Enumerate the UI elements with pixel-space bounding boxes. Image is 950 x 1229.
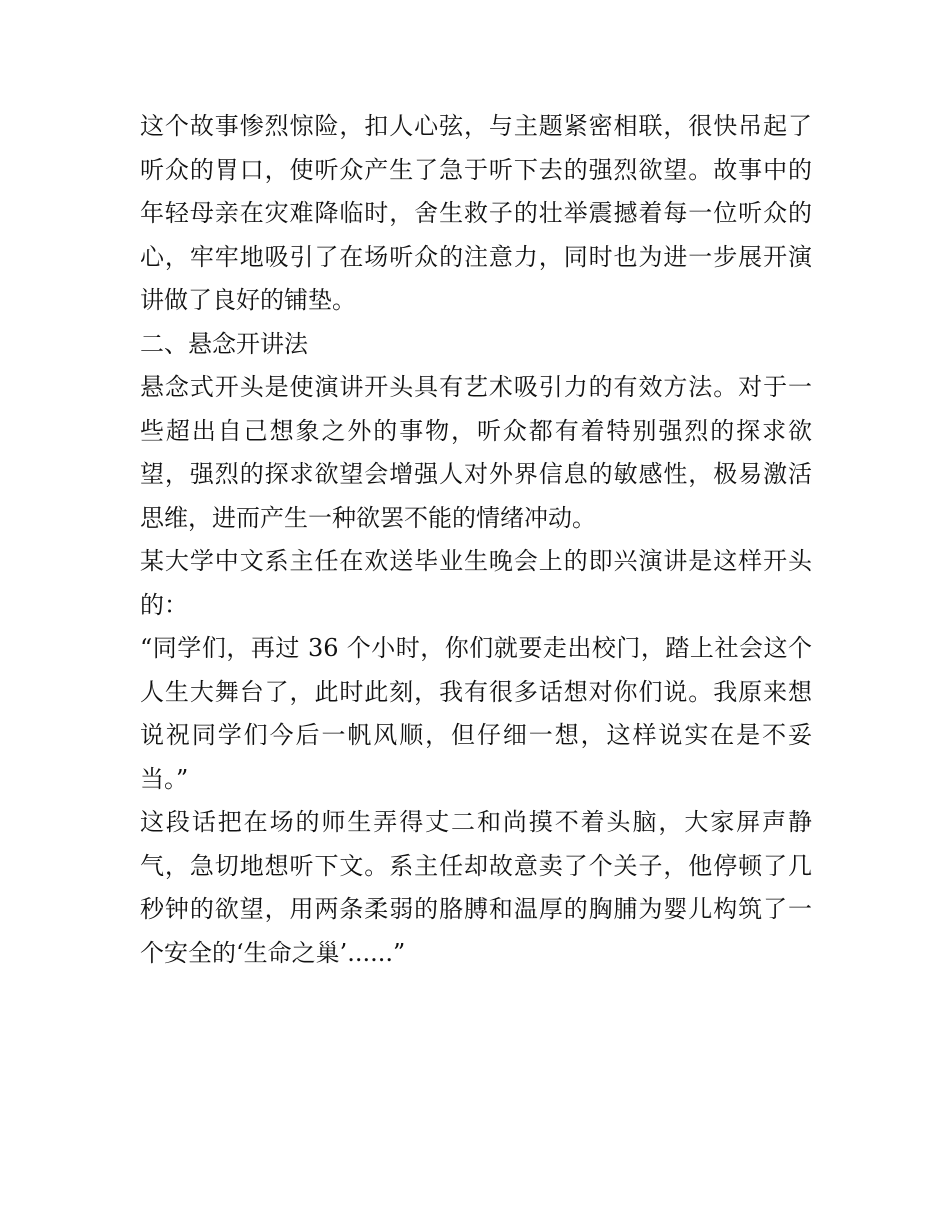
text-line: 思维，进而产生一种欲罢不能的情绪冲动。 [140, 503, 596, 532]
text-line: 的： [140, 590, 188, 619]
text-line: 某大学中文系主任在欢送毕业生晚会上的即兴演讲是这样开头 [140, 547, 812, 575]
quote-line: 人生大舞台了，此时此刻，我有很多话想对你们说。我原来想 [140, 677, 812, 706]
text-line: 望，强烈的探求欲望会增强人对外界信息的敏感性，极易激活 [140, 460, 812, 488]
text-line: 讲做了良好的铺垫。 [140, 286, 356, 314]
text-line: 气，急切地想听下文。系主任却故意卖了个关子，他停顿了几 [140, 851, 812, 880]
document-body [140, 105, 812, 975]
section-heading: 二、悬念开讲法 [140, 329, 308, 358]
text-line: 秒钟的欲望，用两条柔弱的胳膊和温厚的胸脯为婴儿构筑了一 [140, 895, 812, 923]
text-line: 年轻母亲在灾难降临时，舍生救子的壮举震撼着每一位听众的 [140, 199, 812, 227]
quote-line: 当。” [140, 764, 189, 793]
quote-line: “同学们，再过 36 个小时，你们就要走出校门，踏上社会这个 [140, 634, 812, 662]
text-line: 这段话把在场的师生弄得丈二和尚摸不着头脑，大家屏声静 [140, 808, 812, 836]
text-line: 个安全的‘生命之巢’......” [140, 938, 406, 967]
text-line: 悬念式开头是使演讲开头具有艺术吸引力的有效方法。对于一 [140, 373, 812, 401]
text-line: 心，牢牢地吸引了在场听众的注意力，同时也为进一步展开演 [140, 242, 812, 271]
text-line: 些超出自己想象之外的事物，听众都有着特别强烈的探求欲 [140, 416, 812, 445]
text-line: 听众的胃口，使听众产生了急于听下去的强烈欲望。故事中的 [140, 155, 812, 184]
quote-line: 说祝同学们今后一帆风顺，但仔细一想，这样说实在是不妥 [140, 721, 812, 749]
text-line: 这个故事惨烈惊险，扣人心弦，与主题紧密相联，很快吊起了 [140, 112, 812, 140]
